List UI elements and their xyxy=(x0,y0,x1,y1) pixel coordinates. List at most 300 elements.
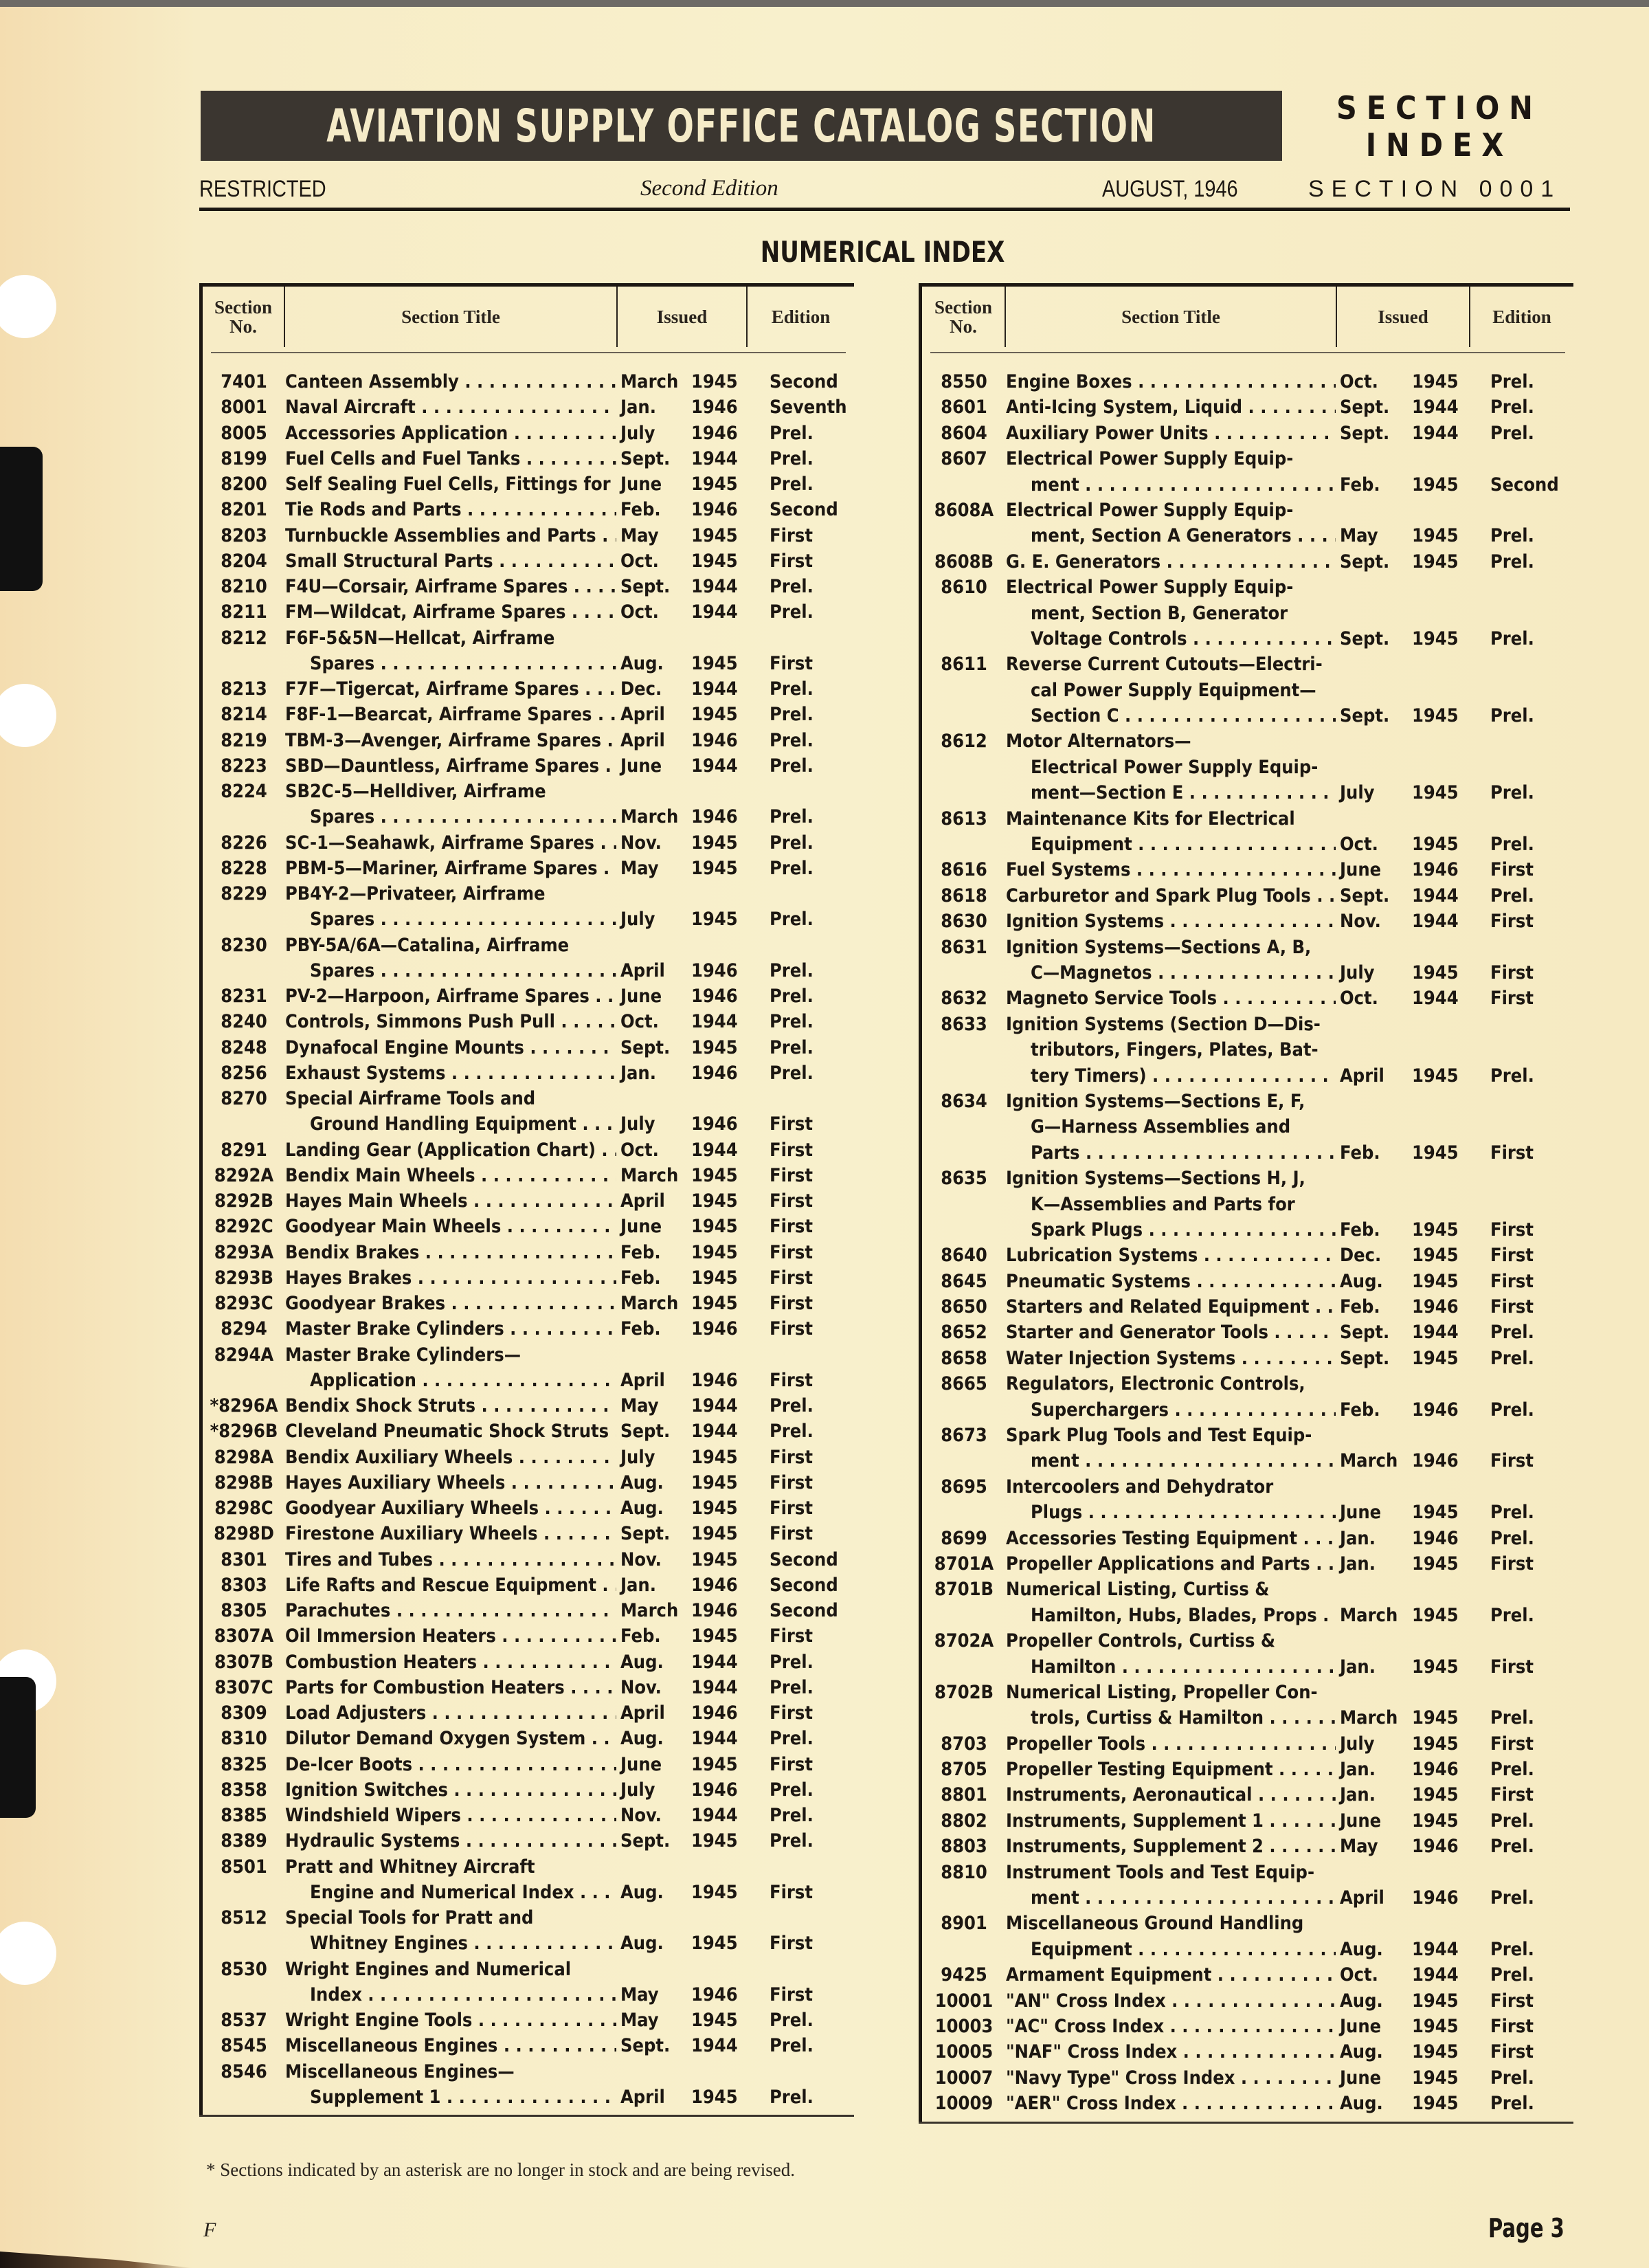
issued-year: 1945 xyxy=(1412,2016,1459,2037)
table-row-continuation xyxy=(922,1217,1573,1243)
edition: First xyxy=(770,1369,813,1391)
table-row xyxy=(922,369,1573,394)
table-bottom-border xyxy=(199,2115,854,2117)
edition: Prel. xyxy=(770,1779,814,1801)
section-title: cal Power Supply Equipment— xyxy=(1031,679,1316,701)
issued-year: 1945 xyxy=(691,474,738,495)
section-no: 8294A xyxy=(214,1344,274,1366)
issued-month: March xyxy=(1340,1604,1398,1626)
issued-year: 1945 xyxy=(1412,1707,1459,1729)
issued-month xyxy=(1336,1114,1412,1139)
edition: Prel. xyxy=(1490,834,1534,856)
section-no: 8618 xyxy=(941,885,987,907)
issued-year: 1946 xyxy=(691,422,738,444)
section-no: 8673 xyxy=(941,1425,987,1447)
edition: First xyxy=(770,1241,813,1263)
edition: Prel. xyxy=(1490,1604,1534,1626)
section-no xyxy=(203,907,285,932)
issued-year: 1946 xyxy=(691,729,738,751)
table-row xyxy=(203,1854,854,1880)
issued-month: Jan. xyxy=(620,1062,656,1084)
issued-month: Oct. xyxy=(1340,371,1378,392)
table-row-continuation xyxy=(922,1037,1573,1063)
table-row xyxy=(203,1419,854,1444)
issued-month xyxy=(1336,1680,1412,1705)
section-title: Tires and Tubes . . . xyxy=(285,1547,616,1572)
section-no: 8248 xyxy=(221,1036,267,1058)
section-no: 8601 xyxy=(941,397,987,419)
section-title: Hydraulic Systems . . . xyxy=(285,1828,616,1854)
issued-year: 1945 xyxy=(1412,2041,1459,2063)
edition: First xyxy=(1490,1450,1534,1472)
edition: Prel. xyxy=(770,1036,814,1058)
section-title: Tie Rods and Parts . . . xyxy=(285,497,616,522)
edition: First xyxy=(770,1933,813,1955)
table-row xyxy=(203,599,854,625)
col-header-edition: Edition xyxy=(771,307,831,327)
section-title: Regulators, Electronic Controls, xyxy=(1006,1373,1305,1395)
issued-year: 1945 xyxy=(1412,1604,1459,1626)
section-no: 8512 xyxy=(221,1907,267,1928)
edition: First xyxy=(770,1881,813,1903)
section-title: Anti-Icing System, Liquid . . . xyxy=(1006,394,1336,420)
issued-month: Aug. xyxy=(1340,2041,1383,2063)
section-title: ment . . . xyxy=(1006,1885,1336,1911)
section-no: 8229 xyxy=(221,883,267,904)
issued-month xyxy=(1336,1037,1412,1063)
table-row xyxy=(203,1240,854,1265)
edition xyxy=(754,1905,854,1931)
table-row xyxy=(203,421,854,446)
issued-month: Aug. xyxy=(1340,1990,1383,2012)
edition: First xyxy=(1490,1656,1534,1678)
issued-year: 1946 xyxy=(691,1600,738,1621)
edition: Prel. xyxy=(1490,1938,1534,1960)
col-header-section-title: Section Title xyxy=(285,287,618,347)
header-divider xyxy=(211,352,846,353)
edition xyxy=(754,779,854,804)
issued-month: Aug. xyxy=(620,1651,664,1673)
table-row xyxy=(922,857,1573,882)
table-row-continuation xyxy=(922,1885,1573,1911)
section-title: Spares . . . xyxy=(285,651,616,676)
issued-year: 1945 xyxy=(691,1267,738,1289)
edition: Prel. xyxy=(1490,551,1534,572)
issued-month: Nov. xyxy=(620,1805,662,1826)
issued-year: 1945 xyxy=(1412,1990,1459,2012)
issued-month: March xyxy=(620,371,679,392)
table-row-continuation xyxy=(203,1880,854,1905)
table-row xyxy=(922,1628,1573,1654)
section-title: Master Brake Cylinders— xyxy=(285,1344,521,1366)
edition: Prel. xyxy=(770,678,814,700)
table-row xyxy=(922,1526,1573,1551)
edition: Second xyxy=(770,1548,838,1570)
section-no: 8309 xyxy=(221,1702,267,1724)
issued-month: April xyxy=(620,729,665,751)
section-no: 8703 xyxy=(941,1733,987,1755)
issued-month: July xyxy=(620,909,655,931)
edition: First xyxy=(770,1318,813,1340)
edition: Prel. xyxy=(770,1728,814,1750)
section-no: 8270 xyxy=(221,1088,267,1109)
edition: Second xyxy=(770,499,838,521)
table-row xyxy=(203,548,854,574)
section-no: 8803 xyxy=(941,1836,987,1858)
issued-month xyxy=(1336,1192,1412,1217)
issued-month xyxy=(1336,1860,1412,1885)
edition: Prel. xyxy=(1490,371,1534,392)
issued-month xyxy=(1336,575,1412,600)
section-no: 8632 xyxy=(941,988,987,1010)
section-title: "AC" Cross Index . . . xyxy=(1006,2014,1336,2039)
section-no xyxy=(922,472,1006,498)
edition: First xyxy=(770,652,813,674)
section-no xyxy=(922,1192,1006,1217)
issued-year: 1946 xyxy=(691,806,738,828)
table-header xyxy=(203,287,854,347)
issued-year: 1945 xyxy=(1412,2067,1459,2089)
issued-month xyxy=(1336,1089,1412,1114)
section-title: Numerical Listing, Propeller Con- xyxy=(1006,1681,1318,1703)
section-no: 8256 xyxy=(221,1062,267,1084)
edition xyxy=(754,881,854,907)
issue-date: AUGUST, 1946 xyxy=(1102,176,1238,202)
section-no: 8608B xyxy=(934,551,994,572)
section-no xyxy=(922,1500,1006,1525)
issued-month xyxy=(1336,1166,1412,1191)
edition xyxy=(1475,575,1573,600)
table-row xyxy=(922,446,1573,471)
header-divider xyxy=(930,352,1565,353)
section-no: 8530 xyxy=(221,1958,267,1980)
section-number: SECTION 0001 xyxy=(1308,176,1562,202)
section-no: 9425 xyxy=(941,1964,987,1986)
edition: Prel. xyxy=(1490,1964,1534,1986)
issued-year: 1945 xyxy=(1412,834,1459,856)
section-no: 8203 xyxy=(221,524,267,546)
section-no xyxy=(203,1931,285,1956)
table-row xyxy=(922,1371,1573,1397)
table-row xyxy=(922,549,1573,575)
section-no: 8005 xyxy=(221,422,267,444)
issued-year: 1946 xyxy=(1412,1887,1459,1909)
issued-year xyxy=(1412,755,1475,780)
print-mark: F xyxy=(203,2219,216,2241)
edition: First xyxy=(1490,1142,1534,1164)
table-row xyxy=(922,806,1573,832)
section-no: 8199 xyxy=(221,447,267,469)
index-tab xyxy=(0,1677,36,1818)
table-row xyxy=(203,676,854,702)
section-no: 8802 xyxy=(941,1810,987,1832)
table-row xyxy=(203,1752,854,1777)
edition: Prel. xyxy=(1490,1322,1534,1344)
issued-year: 1944 xyxy=(691,1395,738,1416)
table-row xyxy=(922,1166,1573,1191)
section-no: 8201 xyxy=(221,499,267,521)
table-row-continuation xyxy=(922,832,1573,857)
section-no: 8001 xyxy=(221,397,267,419)
section-no xyxy=(203,804,285,830)
edition xyxy=(1475,1423,1573,1448)
issued-month: Oct. xyxy=(1340,1964,1378,1986)
table-row xyxy=(922,394,1573,420)
section-title: Instrument Tools and Test Equip- xyxy=(1006,1861,1315,1883)
table-row xyxy=(922,575,1573,600)
section-no: 8635 xyxy=(941,1168,987,1190)
section-title: SBD—Dauntless, Airframe Spares . . . xyxy=(285,753,616,779)
issued-year: 1944 xyxy=(1412,988,1459,1010)
issued-year xyxy=(1412,1166,1475,1191)
edition: Prel. xyxy=(770,2086,814,2108)
section-title: trols, Curtiss & Hamilton . . . xyxy=(1006,1705,1336,1731)
issued-year xyxy=(1412,729,1475,754)
section-title: Numerical Listing, Curtiss & xyxy=(1006,1579,1270,1601)
section-title: Load Adjusters . . . xyxy=(285,1700,616,1726)
edition: First xyxy=(770,1983,813,2005)
issued-month: May xyxy=(620,1395,659,1416)
issued-month: Aug. xyxy=(1340,1270,1383,1292)
issued-year xyxy=(1412,1860,1475,1885)
edition xyxy=(1475,1089,1573,1114)
issued-year: 1945 xyxy=(1412,1270,1459,1292)
edition: Prel. xyxy=(1490,782,1534,804)
section-no: 7401 xyxy=(221,371,267,392)
section-no: 8658 xyxy=(941,1347,987,1369)
issued-month: June xyxy=(1340,859,1382,881)
edition: First xyxy=(770,1293,813,1314)
issued-month: July xyxy=(1340,1733,1375,1755)
issued-year: 1946 xyxy=(691,1702,738,1724)
edition: First xyxy=(770,1753,813,1775)
issued-year: 1945 xyxy=(691,1753,738,1775)
section-title: Electrical Power Supply Equip- xyxy=(1006,577,1294,599)
section-title: Parachutes . . . xyxy=(285,1598,616,1623)
issued-month: Feb. xyxy=(1340,1296,1380,1318)
issued-year: 1945 xyxy=(691,1933,738,1955)
section-no xyxy=(922,1654,1006,1680)
issued-month: June xyxy=(620,986,662,1007)
edition: Prel. xyxy=(770,704,814,726)
edition: Prel. xyxy=(770,2010,814,2031)
edition: Prel. xyxy=(1490,397,1534,419)
section-no: 8226 xyxy=(221,832,267,854)
issued-year: 1944 xyxy=(1412,1938,1459,1960)
issued-year xyxy=(1412,935,1475,960)
section-title: Naval Aircraft . . . xyxy=(285,394,616,420)
edition xyxy=(754,1957,854,1982)
issued-year: 1945 xyxy=(691,371,738,392)
issued-year: 1945 xyxy=(691,1471,738,1493)
issued-month: April xyxy=(620,959,665,981)
section-title: PBM-5—Mariner, Airframe Spares . . . xyxy=(285,856,616,881)
issued-year: 1946 xyxy=(691,1113,738,1135)
issued-month: April xyxy=(620,1369,665,1391)
issued-year xyxy=(1412,678,1475,703)
table-row-continuation xyxy=(922,523,1573,548)
table-row xyxy=(922,2014,1573,2039)
issued-year: 1945 xyxy=(691,1498,738,1519)
issued-month: Aug. xyxy=(620,652,664,674)
table-row xyxy=(203,2033,854,2058)
section-title: G—Harness Assemblies and xyxy=(1031,1116,1291,1138)
issued-year: 1945 xyxy=(691,704,738,726)
section-no: 8616 xyxy=(941,859,987,881)
table-row xyxy=(203,1137,854,1163)
issued-month: Sept. xyxy=(1340,885,1390,907)
issued-month: March xyxy=(1340,1707,1398,1729)
section-no xyxy=(922,1114,1006,1139)
issued-year: 1944 xyxy=(1412,885,1459,907)
table-row xyxy=(203,1316,854,1342)
section-title: Pneumatic Systems . . . xyxy=(1006,1269,1336,1294)
issued-year: 1944 xyxy=(691,2035,738,2057)
issued-year: 1944 xyxy=(691,1421,738,1443)
section-title: Engine and Numerical Index . . . xyxy=(285,1880,616,1905)
section-title: Bendix Shock Struts . . . xyxy=(285,1393,616,1419)
table-row-continuation xyxy=(203,958,854,983)
section-no: 8633 xyxy=(941,1013,987,1035)
issued-year xyxy=(1412,1037,1475,1063)
table-row xyxy=(922,421,1573,446)
section-no: 8607 xyxy=(941,448,987,470)
section-index-label xyxy=(1326,89,1553,164)
issued-year xyxy=(1412,1423,1475,1448)
edition xyxy=(1475,498,1573,523)
section-no xyxy=(922,1037,1006,1063)
edition: Prel. xyxy=(1490,1707,1534,1729)
issued-month: Feb. xyxy=(1340,474,1380,496)
issued-month xyxy=(1336,729,1412,754)
issued-year: 1945 xyxy=(691,1241,738,1263)
section-title: SB2C-5—Helldiver, Airframe xyxy=(285,781,546,802)
section-title: PB4Y-2—Privateer, Airframe xyxy=(285,883,546,904)
issued-month: Sept. xyxy=(620,1421,671,1443)
issued-month xyxy=(1336,1577,1412,1602)
section-title: Electrical Power Supply Equip- xyxy=(1006,448,1294,470)
edition: Prel. xyxy=(770,1062,814,1084)
issued-month xyxy=(1336,1423,1412,1448)
issued-month: Aug. xyxy=(1340,1938,1383,1960)
section-title: Combustion Heaters . . . xyxy=(285,1649,616,1675)
section-title: Ignition Switches . . . xyxy=(285,1777,616,1803)
section-title: Ignition Systems—Sections H, J, xyxy=(1006,1168,1305,1190)
table-row xyxy=(203,933,854,958)
issued-year: 1945 xyxy=(691,1830,738,1852)
section-title: F7F—Tigercat, Airframe Spares . . . xyxy=(285,676,616,702)
section-no: 8200 xyxy=(221,474,267,495)
issued-year: 1945 xyxy=(691,1548,738,1570)
table-row xyxy=(922,2091,1573,2116)
section-title: Supplement 1 . . . xyxy=(285,2084,616,2110)
section-no: 8630 xyxy=(941,911,987,933)
section-no: 8212 xyxy=(221,627,267,649)
table-row-continuation xyxy=(922,1937,1573,1962)
issued-month: Sept. xyxy=(620,1830,671,1852)
section-title: tery Timers) . . . xyxy=(1006,1063,1336,1089)
table-row-continuation xyxy=(922,1603,1573,1628)
edition: First xyxy=(1490,1733,1534,1755)
edition: Second xyxy=(770,371,838,392)
issued-month xyxy=(1336,498,1412,523)
edition: Prel. xyxy=(770,959,814,981)
issued-month: Feb. xyxy=(1340,1142,1380,1164)
issued-month xyxy=(1336,1474,1412,1500)
section-no: 8305 xyxy=(221,1600,267,1621)
section-no: 8298A xyxy=(214,1446,274,1468)
edition: First xyxy=(770,1446,813,1468)
edition xyxy=(1475,1474,1573,1500)
issued-year: 1946 xyxy=(1412,1399,1459,1421)
section-index-line2: INDEX xyxy=(1365,126,1514,164)
edition: Seventh xyxy=(770,397,847,419)
table-row xyxy=(203,1265,854,1291)
table-row xyxy=(922,1731,1573,1757)
issued-month: Feb. xyxy=(1340,1399,1380,1421)
table-row-continuation xyxy=(922,1500,1573,1525)
issued-year: 1945 xyxy=(691,1190,738,1212)
issued-month xyxy=(1336,1012,1412,1037)
section-no: 8219 xyxy=(221,729,267,751)
section-title: Electrical Power Supply Equip- xyxy=(1031,756,1319,778)
edition xyxy=(1475,678,1573,703)
col-header-section-no: Section No. xyxy=(203,287,285,347)
edition: First xyxy=(1490,961,1534,983)
issued-month: Dec. xyxy=(620,678,662,700)
section-no: 8645 xyxy=(941,1270,987,1292)
edition: Prel. xyxy=(1490,1887,1534,1909)
edition: First xyxy=(1490,859,1534,881)
edition: Prel. xyxy=(770,1830,814,1852)
issued-year: 1945 xyxy=(1412,961,1459,983)
edition: Prel. xyxy=(1490,705,1534,727)
section-title: Whitney Engines . . . xyxy=(285,1931,616,1956)
section-title: "NAF" Cross Index . . . xyxy=(1006,2039,1336,2065)
issued-year: 1946 xyxy=(691,1983,738,2005)
table-row xyxy=(922,1294,1573,1320)
edition: First xyxy=(1490,1270,1534,1292)
section-title: Superchargers . . . xyxy=(1006,1397,1336,1423)
edition: Prel. xyxy=(770,1651,814,1673)
issued-month: March xyxy=(620,1600,679,1621)
edition: First xyxy=(1490,2041,1534,2063)
section-title: Motor Alternators— xyxy=(1006,731,1191,753)
table-row xyxy=(203,1623,854,1649)
table-row-continuation xyxy=(203,651,854,676)
section-title: Propeller Testing Equipment . . . xyxy=(1006,1757,1336,1782)
edition: Prel. xyxy=(1490,885,1534,907)
issued-month: Oct. xyxy=(620,1011,659,1033)
edition: Prel. xyxy=(1490,1065,1534,1087)
edition: Prel. xyxy=(1490,1347,1534,1369)
table-row-continuation xyxy=(203,907,854,932)
issued-year: 1946 xyxy=(691,1369,738,1391)
edition xyxy=(1475,1577,1573,1602)
section-title: Ignition Systems—Sections A, B, xyxy=(1006,936,1312,958)
section-title: F8F-1—Bearcat, Airframe Spares . . . xyxy=(285,702,616,727)
col-header-section-no: Section No. xyxy=(922,287,1006,347)
table-row xyxy=(922,1346,1573,1371)
section-no: 8705 xyxy=(941,1759,987,1781)
table-row xyxy=(203,1700,854,1726)
section-title: TBM-3—Avenger, Airframe Spares . . . xyxy=(285,728,616,753)
section-no xyxy=(203,1880,285,1905)
section-no xyxy=(203,2084,285,2110)
section-title: Master Brake Cylinders . . . xyxy=(285,1316,616,1342)
issued-month: Feb. xyxy=(1340,1219,1380,1241)
table-row xyxy=(203,1649,854,1675)
